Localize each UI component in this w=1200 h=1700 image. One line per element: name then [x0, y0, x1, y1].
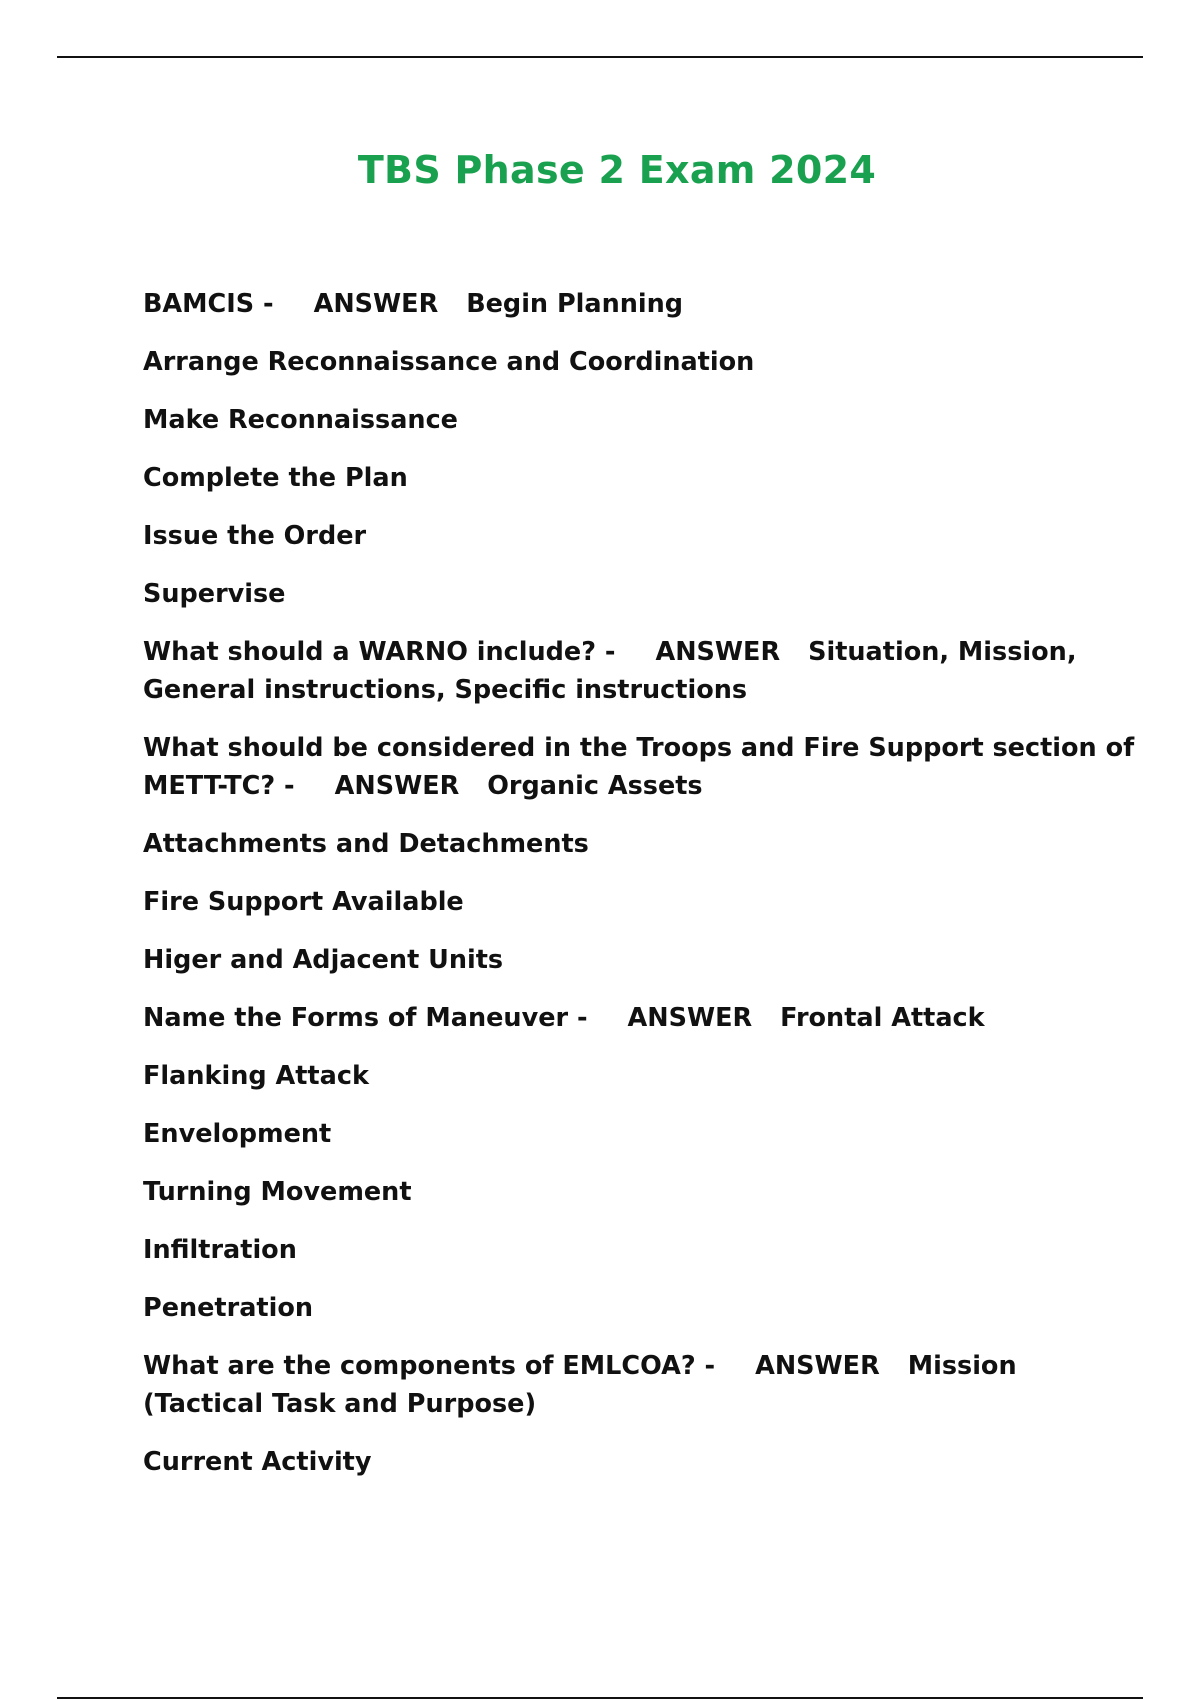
- list-item: Turning Movement: [143, 1177, 412, 1207]
- question-text-line1: What should be considered in the Troops and Fire Support section of: [143, 733, 1135, 763]
- list-item: Envelopment: [143, 1119, 332, 1149]
- page-title: TBS Phase 2 Exam 2024: [357, 148, 877, 192]
- answer-text: Organic Assets: [487, 771, 703, 801]
- answer-text: Mission: [907, 1351, 1017, 1381]
- question-text: What should a WARNO include? -: [143, 637, 616, 667]
- list-item: Supervise: [143, 579, 286, 609]
- answer-text: Frontal Attack: [780, 1003, 985, 1033]
- list-item: Attachments and Detachments: [143, 829, 589, 859]
- list-item: Penetration: [143, 1293, 314, 1323]
- question-text: METT-TC? -: [143, 771, 295, 801]
- list-item: Flanking Attack: [143, 1061, 369, 1091]
- answer-text: Begin Planning: [466, 289, 684, 319]
- answer-label: ANSWER: [334, 771, 460, 801]
- list-item: Current Activity: [143, 1447, 372, 1477]
- list-item: Higer and Adjacent Units: [143, 945, 504, 975]
- answer-text: Situation, Mission,: [808, 637, 1077, 667]
- question-text: What are the components of EMLCOA? -: [143, 1351, 716, 1381]
- question-text: Name the Forms of Maneuver -: [143, 1003, 588, 1033]
- qa-entry-maneuver: [143, 999, 1093, 1037]
- list-item: Make Reconnaissance: [143, 405, 458, 435]
- answer-label: ANSWER: [313, 289, 439, 319]
- qa-entry-bamcis: [143, 285, 1093, 323]
- question-text: BAMCIS -: [143, 289, 274, 319]
- answer-label: ANSWER: [755, 1351, 880, 1381]
- qa-entry-emlcoa: [143, 1347, 1093, 1423]
- answer-continuation: General instructions, Specific instructions: [143, 675, 748, 705]
- qa-entry-warno: [143, 633, 1093, 709]
- qa-entry-mett-tc: [143, 729, 1135, 805]
- answer-label: ANSWER: [627, 1003, 753, 1033]
- list-item: Infiltration: [143, 1235, 297, 1265]
- bottom-rule: [57, 1697, 1143, 1699]
- answer-label: ANSWER: [655, 637, 781, 667]
- list-item: Issue the Order: [143, 521, 367, 551]
- top-rule: [57, 56, 1143, 58]
- list-item: Complete the Plan: [143, 463, 408, 493]
- qa-content: [143, 285, 1135, 1501]
- answer-continuation: (Tactical Task and Purpose): [143, 1389, 537, 1419]
- list-item: Arrange Reconnaissance and Coordination: [143, 347, 755, 377]
- list-item: Fire Support Available: [143, 887, 464, 917]
